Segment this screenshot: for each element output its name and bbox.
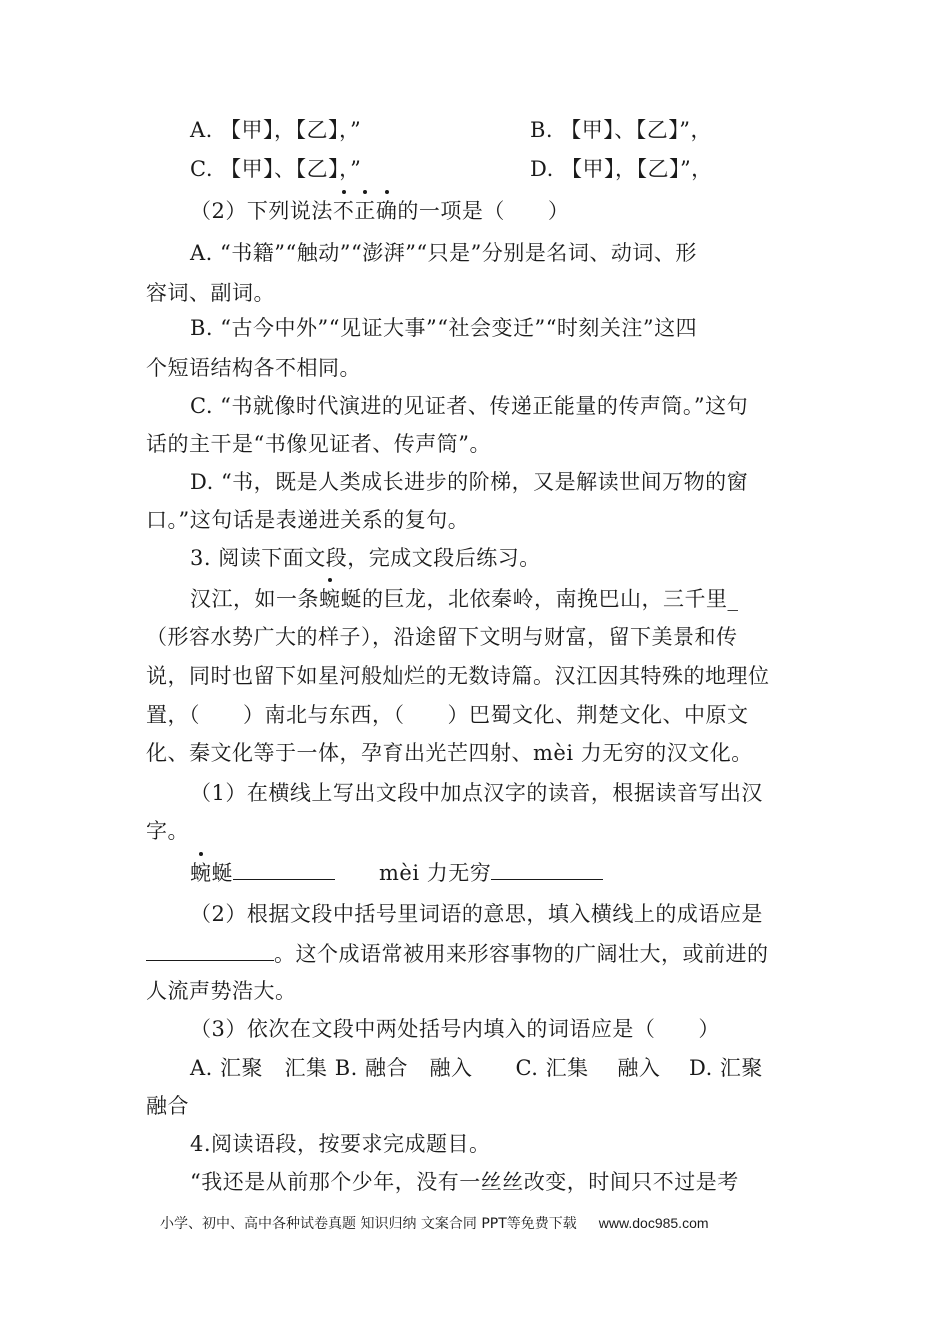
page-footer (160, 1213, 709, 1234)
passage-line-1-post: 蜒的巨龙，北依秦岭，南挽巴山，三千里_ (340, 587, 739, 611)
sub-question-2-line2 (146, 938, 814, 969)
passage-line-2: （形容水势广大的样子），沿途留下文明与财富，留下美景和传 (146, 625, 738, 649)
sub-question-1-line2: 字。 (146, 819, 189, 843)
answer-word-2: mèi 力无穷 (379, 861, 492, 885)
q2-option-a-line2: 容词、副词。 (146, 281, 275, 305)
option-b: B. 【甲】、【乙】”， (530, 118, 713, 142)
passage-line-4: 置，（ ）南北与东西，（ ）巴蜀文化、荆楚文化、中原文 (146, 703, 749, 727)
question-4-text: “我还是从前那个少年，没有一丝丝改变，时间只不过是考 (190, 1170, 739, 1194)
passage-line-1-pre: 汉江，如一条 (190, 587, 319, 611)
footer-url[interactable]: www.doc985.com (598, 1215, 709, 1231)
question-4-title: 4.阅读语段，按要求完成题目。 (190, 1132, 491, 1156)
question-3-title: 3. 阅读下面文段，完成文段后练习。 (190, 546, 541, 570)
answer-blank-1[interactable] (233, 857, 335, 880)
q2-option-c-line2: 话的主干是“书像见证者、传声筒”。 (146, 432, 491, 456)
q2-option-c-line1: C. “书就像时代演进的见证者、传递正能量的传声筒。”这句 (190, 394, 749, 418)
question-2-stem-pre: （2）下列说法 (190, 199, 333, 223)
q2-option-d-line1: D. “书，既是人类成长进步的阶梯，又是解读世间万物的窗 (190, 470, 749, 494)
passage-line-1 (190, 584, 814, 614)
passage-line-5: 化、秦文化等于一体，孕育出光芒四射、mèi 力无穷的汉文化。 (146, 741, 753, 765)
sub-question-2-line1: （2）根据文段中括号里词语的意思，填入横线上的成语应是 (190, 902, 763, 926)
sub-question-2-line2-text: 。这个成语常被用来形容事物的广阔壮大，或前进的 (274, 942, 769, 966)
sub-question-3-options-cont: 融合 (146, 1094, 189, 1118)
emphasis-char: 不 (333, 196, 355, 226)
emphasis-char: 蜿 (319, 584, 341, 614)
q2-option-b-line1: B. “古今中外”“见证大事”“社会变迁”“时刻关注”这四 (190, 316, 698, 340)
option-a: A. 【甲】，【乙】，” (190, 118, 362, 142)
option-c: C. 【甲】、【乙】，” (190, 157, 362, 181)
q2-option-b-line2: 个短语结构各不相同。 (146, 356, 361, 380)
passage-line-3: 说，同时也留下如星河般灿烂的无数诗篇。汉江因其特殊的地理位 (146, 664, 770, 688)
answer-word-1-rest: 蜒 (211, 861, 233, 885)
question-2-stem-post: 的一项是（ ） (397, 199, 570, 223)
answer-line (190, 857, 814, 888)
idiom-blank[interactable] (146, 938, 274, 961)
answer-blank-2[interactable] (491, 857, 603, 880)
q2-option-d-line2: 口。”这句话是表递进关系的复句。 (146, 508, 470, 532)
emphasis-char: 正 (354, 196, 376, 226)
sub-question-3-options: A. 汇聚 汇集 B. 融合 融入 C. 汇集 融入 D. 汇聚 (190, 1056, 763, 1080)
sub-question-2-line3: 人流声势浩大。 (146, 979, 297, 1003)
question-2-stem (190, 196, 814, 226)
emphasis-char: 蜿 (190, 858, 212, 888)
sub-question-1-line1: （1）在横线上写出文段中加点汉字的读音，根据读音写出汉 (190, 781, 763, 805)
footer-text: 小学、初中、高中各种试卷真题 知识归纳 文案合同 PPT等免费下载 (160, 1216, 577, 1232)
q2-option-a-line1: A. “书籍”“触动”“澎湃”“只是”分别是名词、动词、形 (190, 241, 697, 265)
sub-question-3-stem: （3）依次在文段中两处括号内填入的词语应是（ ） (190, 1017, 720, 1041)
option-d: D. 【甲】，【乙】”， (530, 157, 713, 181)
emphasis-char: 确 (376, 196, 398, 226)
